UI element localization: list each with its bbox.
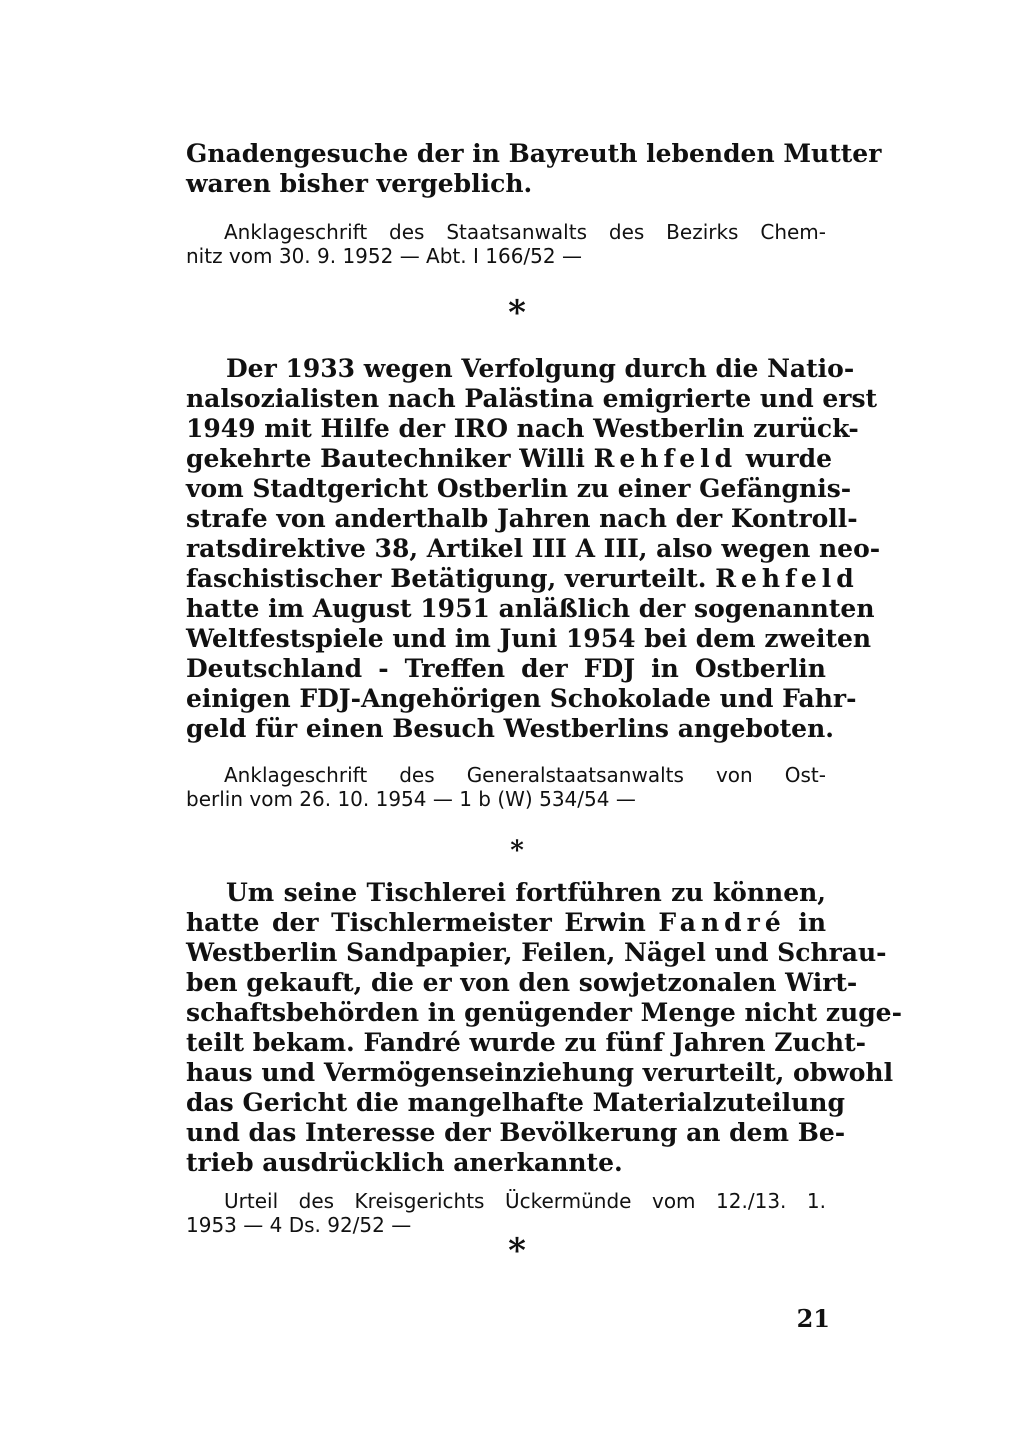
section-divider-asterisk: * [510,836,524,866]
body-line: Deutschland - Treffen der FDJ in Ostberlin [186,654,826,683]
body-line [186,564,859,594]
source-line: berlin vom 26. 10. 1954 — 1 b (W) 534/54 — [186,787,636,811]
body-line: ratsdirektive 38, Artikel III A III, also wegen neo- [186,534,881,563]
body-line: geld für einen Besuch Westberlins angeboten. [186,714,834,743]
source-line: Anklageschrift des Staatsanwalts des Bezirks Chem- [224,220,826,244]
page-number: 21 [796,1304,830,1333]
section-1-body [186,139,882,199]
section-1-source [186,220,826,268]
body-line: das Gericht die mangelhafte Materialzuteilung [186,1088,845,1117]
section-divider-asterisk: * [508,293,526,333]
body-line: vom Stadtgericht Ostberlin zu einer Gefängnis- [186,474,852,503]
body-text: faschistischer Betätigung, verurteilt. [186,564,716,593]
body-line: waren bisher vergeblich. [186,169,533,198]
body-line: Gnadengesuche der in Bayreuth lebenden Mutter [186,139,882,168]
body-line: haus und Vermögenseinziehung verurteilt, obwohl [186,1058,894,1087]
body-line: trieb ausdrücklich anerkannte. [186,1148,623,1177]
body-line [186,908,826,938]
section-3-first-line [226,878,826,908]
spaced-name: Fandré [658,908,786,937]
body-line [186,444,833,474]
body-text: wurde [737,444,833,473]
body-text: hatte der Tischlermeister Erwin [186,908,659,937]
body-line: teilt bekam. Fandré wurde zu fünf Jahren Zucht- [186,1028,866,1057]
body-line: einigen FDJ-Angehörigen Schokolade und Fahr- [186,684,857,713]
body-line: strafe von anderthalb Jahren nach der Kontroll- [186,504,858,533]
section-3-body [186,908,902,1178]
section-2-first-line [226,354,855,384]
body-line: Weltfestspiele und im Juni 1954 bei dem zweiten [186,624,872,653]
source-line: Anklageschrift des Generalstaatsanwalts von Ost- [224,763,826,787]
body-line: Der 1933 wegen Verfolgung durch die Natio- [226,354,855,383]
section-divider-asterisk: * [508,1231,526,1271]
body-line: hatte im August 1951 anläßlich der sogenannten [186,594,875,623]
source-line: Urteil des Kreisgerichts Ückermünde vom 12./13. 1. [224,1189,826,1213]
body-line: Um seine Tischlerei fortführen zu können, [226,878,826,907]
source-line: nitz vom 30. 9. 1952 — Abt. I 166/52 — [186,244,582,268]
body-line: 1949 mit Hilfe der IRO nach Westberlin zurück- [186,414,859,443]
body-text: in [785,908,826,937]
body-line: und das Interesse der Bevölkerung an dem Be- [186,1118,846,1147]
body-text: gekehrte Bautechniker Willi [186,444,594,473]
section-2-body [186,384,881,744]
section-2-source [186,763,826,811]
section-3-source [186,1189,826,1237]
body-line: nalsozialisten nach Palästina emigrierte und erst [186,384,878,413]
body-line: schaftsbehörden in genügender Menge nicht zuge- [186,998,902,1027]
source-line: 1953 — 4 Ds. 92/52 — [186,1213,412,1237]
spaced-name: Rehfeld [715,564,859,593]
body-line: Westberlin Sandpapier, Feilen, Nägel und Schrau- [186,938,887,967]
spaced-name: Rehfeld [593,444,738,473]
body-line: ben gekauft, die er von den sowjetzonalen Wirt- [186,968,858,997]
